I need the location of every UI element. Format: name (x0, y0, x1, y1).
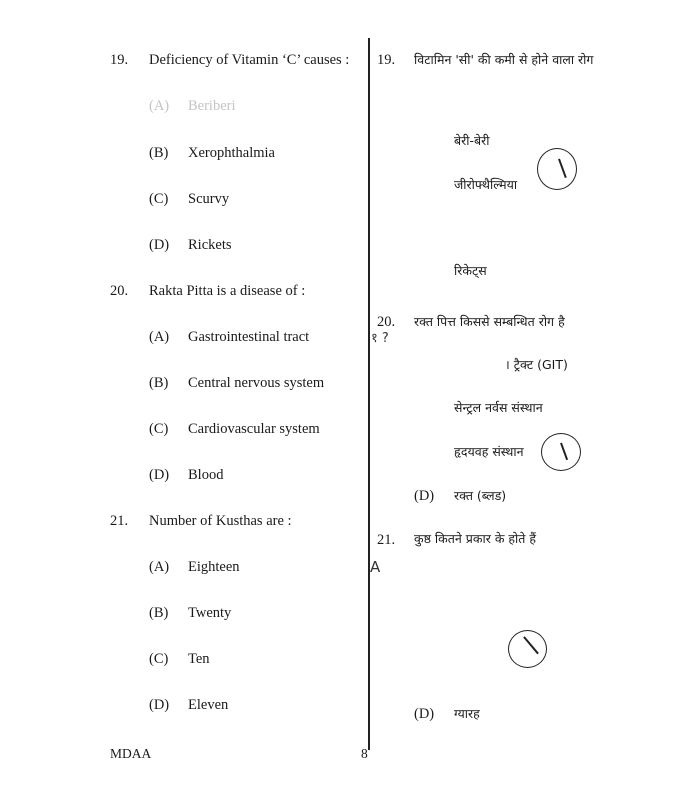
question-number: 21. (110, 513, 129, 529)
option-text: जीरोफ्थैल्मिया (454, 177, 518, 192)
option-text: बेरी-बेरी (454, 133, 490, 148)
option-label: (C) (149, 191, 169, 207)
option-text: Blood (188, 467, 224, 483)
option-text: । ट्रैक्ट (GIT) (505, 357, 568, 372)
question-text: विटामिन 'सी' की कमी से होने वाला रोग (414, 52, 594, 67)
option-label: (C) (149, 421, 169, 437)
option-text: Twenty (188, 605, 232, 621)
question-text: रक्त पित्त किससे सम्बन्धित रोग है (414, 314, 565, 329)
option-text: Cardiovascular system (188, 421, 320, 437)
question-text: Number of Kusthas are : (149, 513, 292, 529)
option-text: Scurvy (188, 191, 230, 207)
option-label: (D) (414, 706, 435, 722)
option-label: (A) (149, 98, 170, 114)
question-number: 19. (377, 52, 396, 68)
option-text: Eleven (188, 697, 229, 713)
handwritten-circle-mark (537, 148, 577, 190)
option-text: Gastrointestinal tract (188, 329, 310, 345)
option-text: ग्यारह (454, 706, 480, 721)
page-number: 8 (361, 746, 368, 761)
handwritten-circle-mark (541, 433, 581, 471)
option-text: Ten (188, 651, 210, 667)
handwritten-note: १ ? (371, 331, 389, 346)
question-text: कुष्ठ कितने प्रकार के होते हैं (414, 531, 537, 546)
column-divider (368, 38, 370, 750)
question-number: 20. (377, 314, 396, 330)
option-text: Beriberi (188, 98, 236, 114)
footer-code: MDAA (110, 746, 152, 761)
option-text: हृदयवह संस्थान (454, 444, 524, 459)
option-label: (C) (149, 651, 169, 667)
option-label: (B) (149, 605, 169, 621)
option-label: (D) (149, 237, 170, 253)
option-text: Rickets (188, 237, 232, 253)
option-label: (B) (149, 145, 169, 161)
option-label: (D) (149, 697, 170, 713)
option-label: (D) (414, 488, 435, 504)
question-number: 20. (110, 283, 129, 299)
handwritten-note: A (370, 558, 381, 576)
option-label: (A) (149, 559, 170, 575)
handwritten-circle-mark (508, 630, 547, 668)
option-text: रक्त (ब्लड) (454, 488, 507, 503)
question-text: Rakta Pitta is a disease of : (149, 283, 306, 299)
option-label: (B) (149, 375, 169, 391)
option-text: सेन्ट्रल नर्वस संस्थान (454, 400, 543, 415)
question-number: 19. (110, 52, 129, 68)
question-number: 21. (377, 532, 396, 548)
option-text: Central nervous system (188, 375, 325, 391)
option-text: Eighteen (188, 559, 240, 575)
option-text: रिकेट्स (454, 263, 487, 278)
option-label: (D) (149, 467, 170, 483)
option-text: Xerophthalmia (188, 145, 275, 161)
option-label: (A) (149, 329, 170, 345)
question-text: Deficiency of Vitamin ‘C’ causes : (149, 52, 350, 68)
